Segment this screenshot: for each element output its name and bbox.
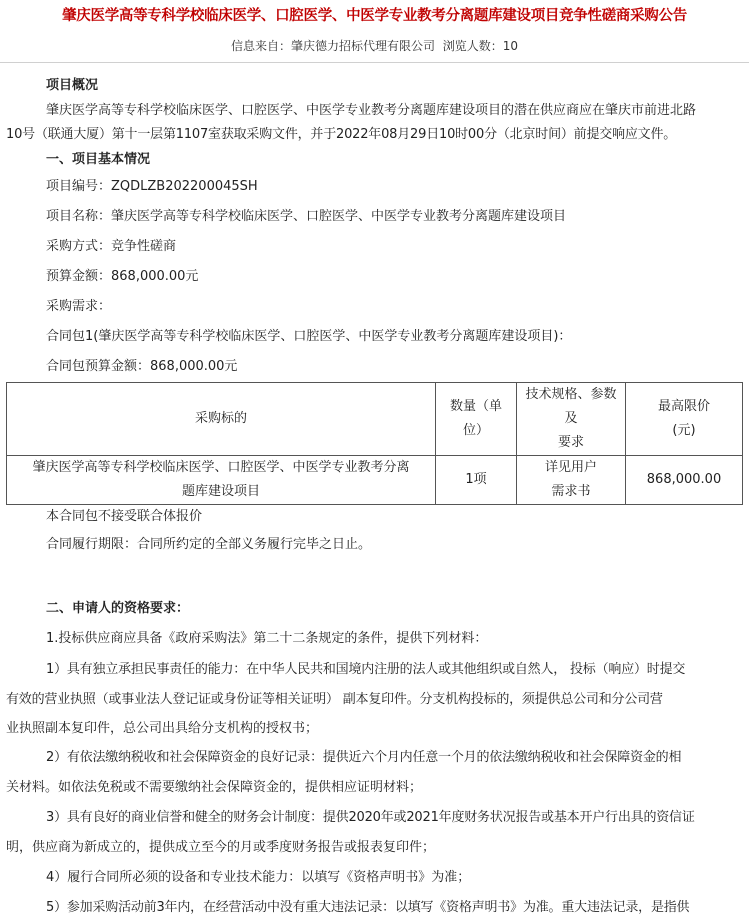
requirement-4: 4）履行合同所必须的设备和专业技术能力：以填写《资格声明书》为准；	[46, 869, 471, 885]
procurement-method: 采购方式：竞争性磋商	[46, 239, 177, 254]
overview-line-1: 肇庆医学高等专科学校临床医学、口腔医学、中医学专业教考分离题库建设项目的潜在供应商应在肇庆市前进北路	[46, 102, 697, 118]
overview-heading: 项目概况	[46, 78, 99, 93]
requirement-5: 5）参加采购活动前3年内，在经营活动中没有重大违法记录：以填写《资格声明书》为准。重大违法记录，是指供	[46, 899, 690, 915]
contract-period: 合同履行期限：合同所约定的全部义务履行完毕之日止。	[46, 536, 372, 552]
cell-price: 868,000.00	[626, 456, 743, 505]
requirement-3-line-2: 明，供应商为新成立的，提供成立至今的月或季度财务报告或报表复印件；	[6, 839, 436, 855]
requirement-3-line-1: 3）具有良好的商业信誉和健全的财务会计制度：提供2020年或2021年度财务状况报告或基本开户行出具的资信证	[46, 809, 695, 825]
cell-qty: 1项	[436, 456, 517, 505]
table-row	[7, 456, 743, 505]
section1-heading: 一、项目基本情况	[46, 151, 151, 167]
qualification-item-1: 1.投标供应商应具备《政府采购法》第二十二条规定的条件，提供下列材料：	[46, 630, 488, 646]
header-price: 最高限价 (元)	[626, 383, 743, 456]
page-title: 肇庆医学高等专科学校临床医学、口腔医学、中医学专业教考分离题库建设项目竞争性磋商采购公告	[62, 8, 687, 24]
views-count: 10	[502, 39, 518, 53]
package-budget: 合同包预算金额：868,000.00元	[46, 359, 238, 374]
source-name: 肇庆德力招标代理有限公司	[291, 39, 436, 53]
procurement-requirement: 采购需求：	[46, 299, 112, 314]
views-label: 浏览人数：	[442, 39, 503, 53]
article-body	[0, 74, 749, 923]
header-item: 采购标的	[7, 383, 436, 456]
budget-amount: 预算金额：868,000.00元	[46, 269, 199, 284]
title-divider	[0, 62, 749, 63]
cell-item: 肇庆医学高等专科学校临床医学、口腔医学、中医学专业教考分离 题库建设项目	[7, 456, 436, 505]
project-number: 项目编号：ZQDLZB202200045SH	[46, 179, 258, 194]
table-header-row	[7, 383, 743, 456]
procurement-table	[6, 382, 743, 505]
overview-line-2: 10号（联通大厦）第十一层第1107室获取采购文件，并于2022年08月29日10时00分（北京时间）前提交响应文件。	[6, 127, 677, 142]
contract-package: 合同包1(肇庆医学高等专科学校临床医学、口腔医学、中医学专业教考分离题库建设项目)：	[46, 329, 572, 344]
requirement-1-line-1: 1）具有独立承担民事责任的能力：在中华人民共和国境内注册的法人或其他组织或自然人， 投标（响应）时提交	[46, 661, 686, 677]
requirement-2-line-2: 关材料。如依法免税或不需要缴纳社会保障资金的，提供相应证明材料；	[6, 779, 423, 795]
no-consortium-note: 本合同包不接受联合体报价	[46, 509, 203, 524]
header-spec: 技术规格、参数及 要求	[517, 383, 626, 456]
header-qty: 数量（单 位）	[436, 383, 517, 456]
source-label: 信息来自：	[231, 39, 292, 53]
section2-heading: 二、申请人的资格要求：	[46, 600, 190, 616]
article-meta	[0, 38, 749, 54]
requirement-1-line-2: 有效的营业执照（或事业法人登记证或身份证等相关证明） 副本复印件。分支机构投标的，须提供总公司和分公司营	[6, 691, 663, 707]
project-name: 项目名称：肇庆医学高等专科学校临床医学、口腔医学、中医学专业教考分离题库建设项目	[46, 209, 567, 224]
cell-spec: 详见用户 需求书	[517, 456, 626, 505]
requirement-1-line-3: 业执照副本复印件，总公司出具给分支机构的授权书；	[6, 720, 319, 736]
requirement-2-line-1: 2）有依法缴纳税收和社会保障资金的良好记录：提供近六个月内任意一个月的依法缴纳税收和社会保障资金的相	[46, 749, 682, 765]
